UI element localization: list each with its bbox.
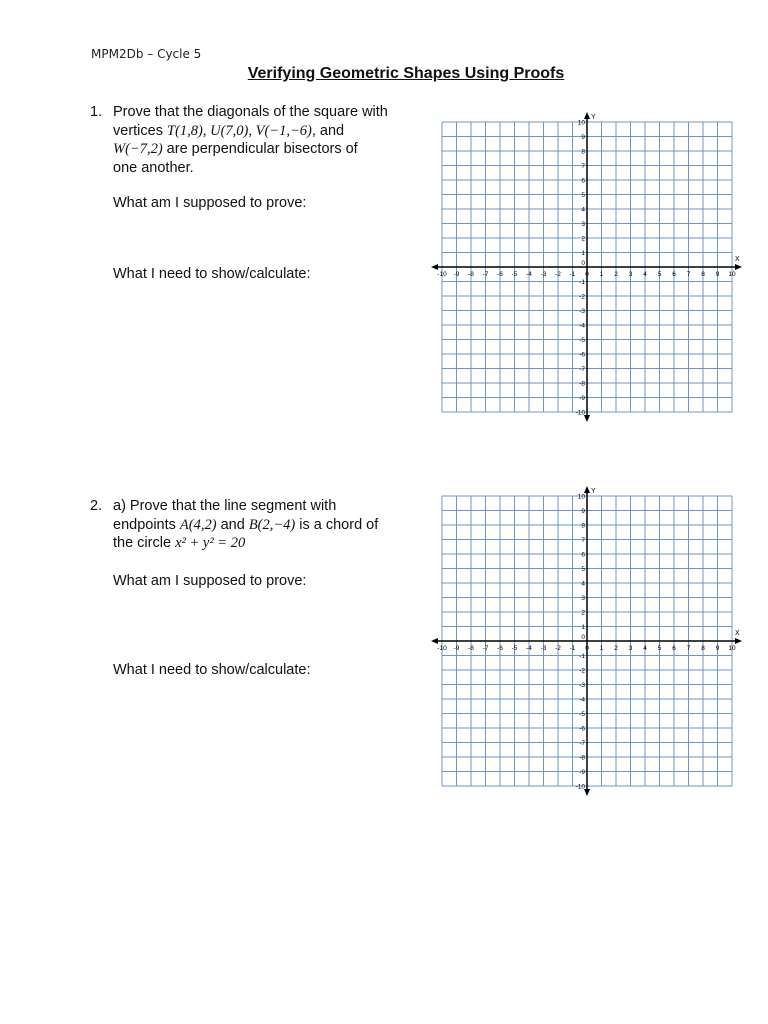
text-span: endpoints [113, 516, 180, 533]
y-tick-label: 9 [581, 134, 585, 141]
y-tick-label: -6 [579, 725, 585, 733]
y-tick-label: 0 [581, 634, 585, 641]
y-tick-label: -2 [579, 293, 585, 301]
prompt-prove: What am I supposed to prove: [113, 573, 307, 589]
question-text [113, 103, 413, 177]
x-tick-label: 2 [614, 645, 618, 652]
x-tick-label: 7 [686, 271, 691, 278]
y-tick-label: -4 [579, 696, 585, 704]
text-span: and [216, 516, 249, 533]
question-line: Prove that the diagonals of the square with [113, 104, 388, 120]
vertex-v: V(−1,−6) [255, 122, 312, 139]
y-tick-label: -10 [575, 409, 585, 417]
x-tick-label: -2 [555, 271, 561, 278]
x-tick-label: -8 [468, 645, 474, 652]
circle-equation: x² + y² = 20 [175, 535, 246, 551]
y-tick-label: -3 [579, 682, 585, 689]
course-header: MPM2Db – Cycle 5 [91, 47, 202, 61]
y-tick-label: 7 [581, 537, 585, 544]
y-tick-label: 0 [581, 260, 585, 267]
y-tick-label: -4 [579, 322, 585, 330]
y-tick-label: -8 [579, 754, 585, 762]
y-tick-label: -10 [575, 783, 585, 791]
x-tick-label: 3 [628, 645, 633, 652]
prompt-prove: What am I supposed to prove: [113, 195, 307, 211]
y-tick-label: 8 [581, 522, 585, 530]
y-tick-label: 3 [581, 595, 585, 602]
y-tick-label: 10 [577, 119, 585, 127]
coordinate-grid-1 [430, 112, 740, 427]
y-axis-label: Y [591, 114, 596, 121]
point-b: B(2,−4) [248, 516, 296, 533]
x-tick-label: -6 [497, 645, 503, 652]
y-tick-label: 9 [581, 508, 585, 515]
x-tick-label: -9 [453, 645, 460, 652]
x-tick-label: -3 [540, 271, 547, 278]
y-tick-label: -1 [579, 279, 585, 286]
grid-svg [430, 112, 740, 422]
y-tick-label: 2 [581, 235, 585, 243]
x-axis-arrow-right [735, 264, 742, 270]
question-line: vertices T(1,8), U(7,0), V(−1,−6), and [113, 122, 345, 139]
x-tick-label: 8 [701, 271, 705, 278]
y-tick-label: -7 [579, 366, 585, 373]
x-tick-label: 1 [599, 645, 604, 652]
x-tick-label: -9 [453, 271, 460, 278]
y-tick-label: -2 [579, 667, 585, 675]
x-tick-label: -4 [526, 645, 532, 652]
x-tick-label: 3 [628, 271, 633, 278]
x-tick-label: 4 [643, 645, 647, 652]
x-tick-label: -2 [555, 645, 561, 652]
x-tick-label: -7 [482, 271, 489, 278]
x-tick-label: 7 [686, 645, 691, 652]
question-line [113, 140, 413, 159]
x-tick-label: 10 [728, 271, 736, 278]
y-tick-label: 7 [581, 163, 585, 170]
y-axis-label: Y [591, 488, 596, 495]
page-title-wrap [0, 65, 768, 83]
x-tick-label: -8 [468, 271, 474, 278]
question-1 [90, 103, 410, 303]
question-line [113, 534, 413, 553]
x-axis-label: X [735, 630, 740, 637]
y-tick-label: -7 [579, 740, 585, 747]
y-axis-arrow-up [584, 112, 590, 119]
x-tick-label: -1 [569, 271, 576, 278]
x-tick-label: -10 [437, 271, 447, 278]
x-axis-arrow-left [431, 638, 438, 644]
x-axis-label: X [735, 256, 740, 263]
y-tick-label: -6 [579, 351, 585, 359]
question-line: one another. [113, 159, 194, 176]
y-tick-label: 4 [581, 206, 585, 214]
x-tick-label: -1 [569, 645, 576, 652]
y-tick-label: 1 [581, 250, 585, 257]
y-tick-label: 5 [581, 192, 585, 199]
y-tick-label: -5 [579, 337, 585, 344]
x-tick-label: -5 [511, 271, 518, 278]
x-tick-label: 9 [715, 645, 720, 652]
x-axis-arrow-left [431, 264, 438, 270]
question-2 [90, 497, 410, 697]
x-tick-label: 1 [599, 271, 604, 278]
x-tick-label: -10 [437, 645, 447, 652]
question-line [113, 516, 413, 535]
question-number: 1. [90, 104, 103, 120]
y-tick-label: 8 [581, 148, 585, 156]
text-span: the circle [113, 535, 176, 551]
y-tick-label: 3 [581, 221, 585, 228]
page-title: Verifying Geometric Shapes Using Proofs [247, 65, 565, 82]
text-span: is a chord of [295, 516, 379, 533]
vertex-w: W(−7,2) [113, 141, 163, 157]
x-tick-label: 2 [614, 271, 618, 278]
y-tick-label: -8 [579, 380, 585, 388]
x-tick-label: 0 [585, 645, 589, 652]
y-tick-label: 6 [581, 551, 585, 559]
x-tick-label: 0 [585, 271, 589, 278]
x-tick-label: -5 [511, 645, 518, 652]
y-tick-label: 10 [577, 493, 585, 501]
question-number: 2. [90, 498, 103, 514]
x-tick-label: 6 [672, 645, 676, 652]
x-tick-label: -3 [540, 645, 547, 652]
x-tick-label: 5 [657, 645, 662, 652]
x-tick-label: 8 [701, 645, 705, 652]
y-tick-label: -3 [579, 308, 585, 315]
prompt-show: What I need to show/calculate: [113, 266, 311, 282]
question-line: a) Prove that the line segment with [113, 498, 337, 514]
y-tick-label: 4 [581, 580, 585, 588]
x-tick-label: 6 [672, 271, 676, 278]
x-tick-label: -4 [526, 271, 532, 278]
x-tick-label: 5 [657, 271, 662, 278]
x-tick-label: 4 [643, 271, 647, 278]
x-tick-label: 10 [728, 645, 736, 652]
text-span: , and [311, 122, 345, 139]
text-span: are perpendicular bisectors of [162, 141, 358, 157]
y-tick-label: 6 [581, 177, 585, 185]
grid-svg [430, 486, 740, 796]
text-span: vertices [113, 122, 167, 139]
y-tick-label: 2 [581, 609, 585, 617]
question-text [113, 497, 413, 553]
y-tick-label: -5 [579, 711, 585, 718]
y-tick-label: 5 [581, 566, 585, 573]
y-tick-label: -1 [579, 653, 585, 660]
coordinate-grid-2 [430, 486, 740, 801]
x-tick-label: -7 [482, 645, 489, 652]
y-tick-label: -9 [579, 395, 585, 402]
y-tick-label: -9 [579, 769, 585, 776]
prompt-show: What I need to show/calculate: [113, 662, 311, 678]
vertex-t: T(1,8) [167, 122, 203, 139]
y-tick-label: 1 [581, 624, 585, 631]
point-a: A(4,2) [179, 516, 217, 533]
vertex-u: U(7,0) [210, 122, 249, 139]
x-tick-label: -6 [497, 271, 503, 278]
y-axis-arrow-up [584, 486, 590, 493]
x-axis-arrow-right [735, 638, 742, 644]
x-tick-label: 9 [715, 271, 720, 278]
